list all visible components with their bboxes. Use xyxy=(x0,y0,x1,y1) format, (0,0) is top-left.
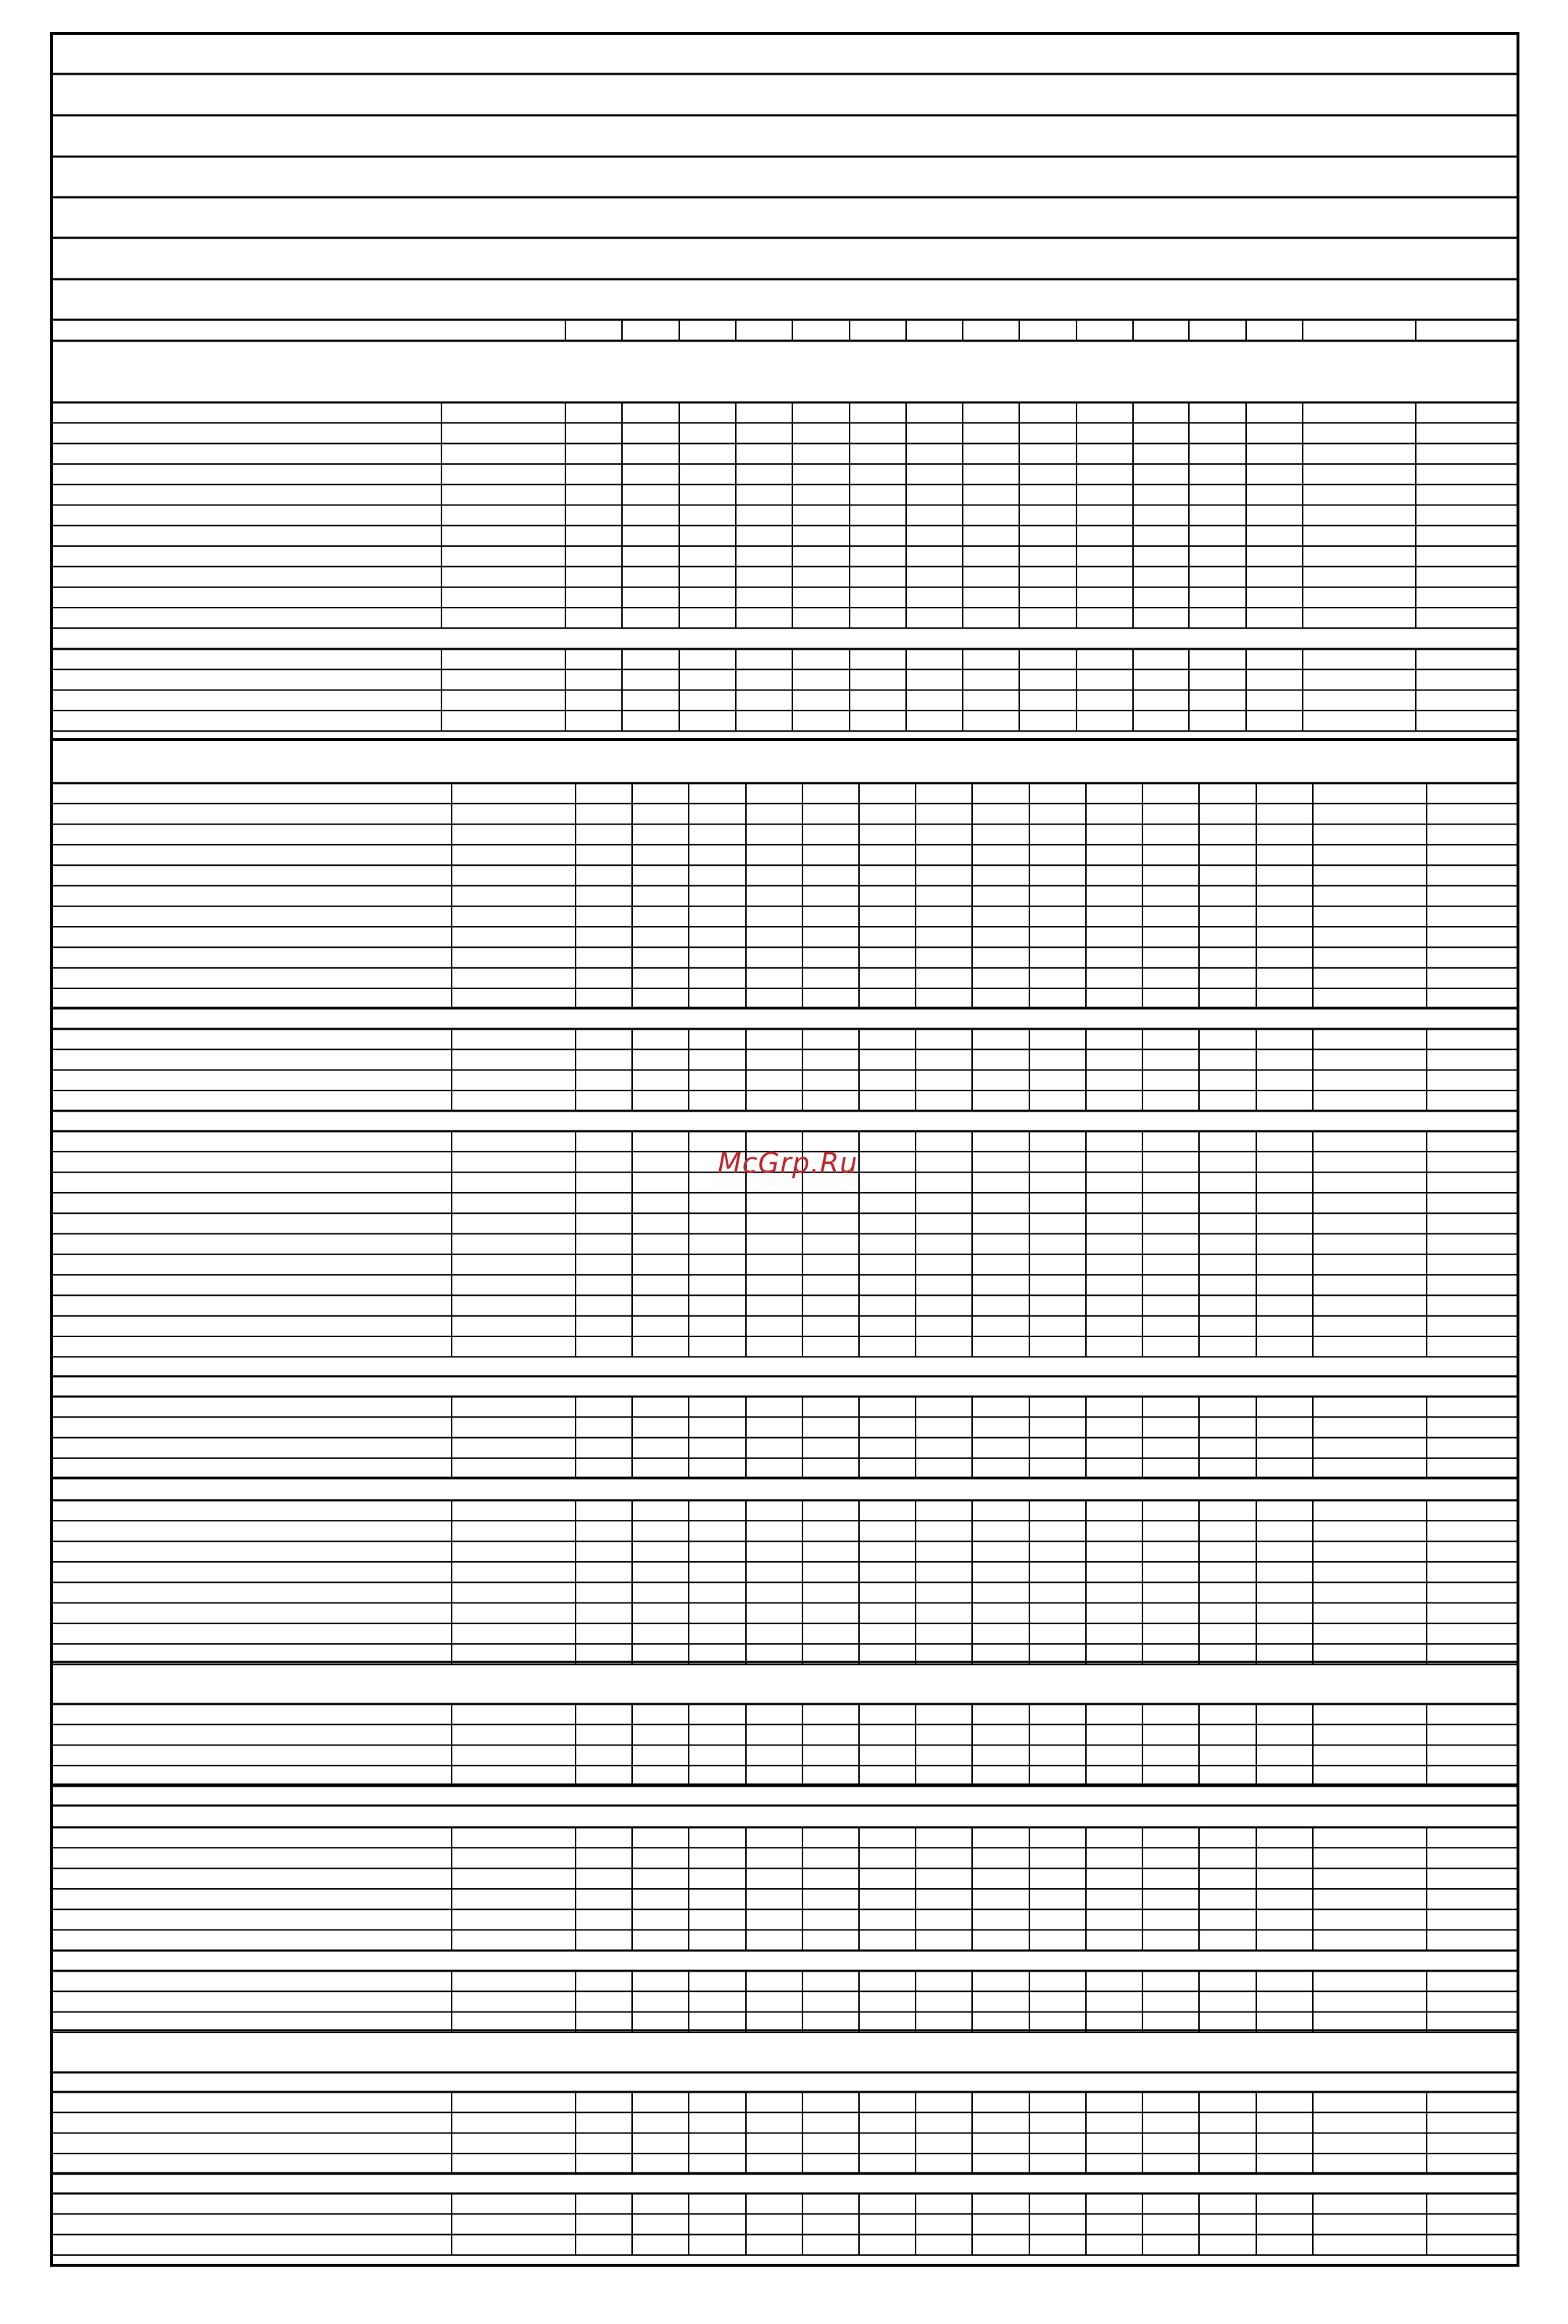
watermark-text: McGrp.Ru xyxy=(718,1147,858,1179)
form-grid-lines xyxy=(51,74,1518,2255)
